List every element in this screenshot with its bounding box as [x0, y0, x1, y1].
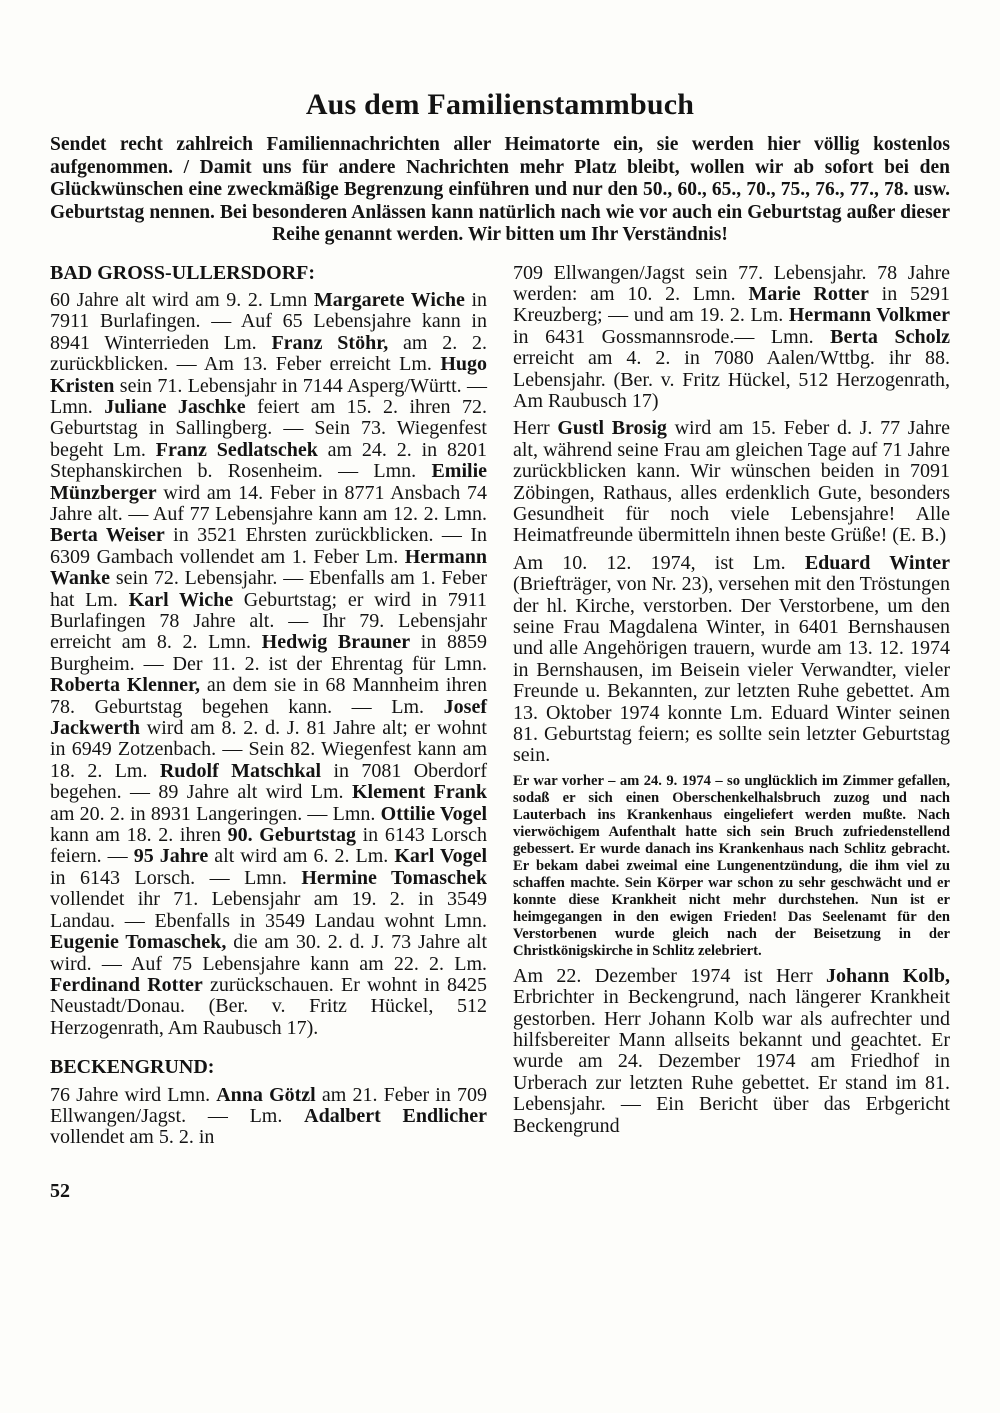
birthday-note-brosig: Herr Gustl Brosig wird am 15. Feber d. J. 77 Jahre alt, während seine Frau am gleichen Tage auf 71 Jahre zurückblicken kann. Wir wünschen beiden in 7091 Zöbingen, Rathaus, alles erdenklich Gute, besonders Gesundheit für noch viele Lebensjahre! Alle Heimatfreunde übermitteln ihnen beste Grüße! (E. B.) [513, 417, 950, 547]
intro-paragraph: Sendet recht zahlreich Familiennachrichten aller Heimatorte ein, sie werden hier völlig kostenlos aufgenommen. / Damit uns für andere Nachrichten mehr Platz bleibt, wollen wir ab sofort bei den Glückwünschen eine zweckmäßige Begrenzung einführen und nur den 50., 60., 65., 70., 75., 76., 77., 78. usw. Geburtstag nennen. Bei besonderen Anlässen kann natürlich nach wie vor auch ein Geburtstag außer dieser Reihe genannt werden. Wir bitten um Ihr Verständnis! [50, 134, 950, 245]
section-heading-beckengrund: BECKENGRUND: [50, 1056, 215, 1079]
section-heading-bad-gross-ullersdorf: BAD GROSS-ULLERSDORF: [50, 261, 316, 284]
two-column-layout [50, 263, 950, 1203]
right-column [513, 263, 950, 1203]
birthday-listing-beckengrund: 76 Jahre wird Lmn. Anna Götzl am 21. Feber in 709 Ellwangen/Jagst. — Lm. Adalbert Endlicher vollendet am 5. 2. in [50, 1083, 488, 1149]
page-title: Aus dem Familienstammbuch [305, 88, 695, 121]
birthday-listing-continued: 709 Ellwangen/Jagst sein 77. Lebensjahr. 78 Jahre werden: am 10. 2. Lmn. Marie Rotter in 5291 Kreuzberg; — und am 19. 2. Lm. Hermann Volkmer in 6431 Gossmannsrode.— Lmn. Berta Scholz erreicht am 4. 2. in 7080 Aalen/Wttbg. ihr 88. Lebensjahr. (Ber. v. Fritz Hückel, 512 Herzogenrath, Am Raubusch 17) [513, 261, 951, 412]
obituary-kolb: Am 22. Dezember 1974 ist Herr Johann Kolb, Erbrichter in Beckengrund, nach längerer Krankheit gestorben. Herr Johann Kolb war als aufrechter und hilfsbereiter Mann allseits bekannt und geachtet. Er wurde am 24. Dezember 1974 am Friedhof in Urberach zur letzten Ruhe gebettet. Er stand im 81. Lebensjahr. — Ein Bericht über das Erbgericht Beckengrund [513, 964, 950, 1137]
obituary-winter: Am 10. 12. 1974, ist Lm. Eduard Winter (Briefträger, von Nr. 23), versehen mit den Tröstungen der hl. Kirche, verstorben. Der Verstorbene, um den seine Frau Magdalena Winter, in 6401 Bernshausen und alle Angehörigen trauern, wurde am 13. 12. 1974 in Bernshausen, im Beisein vieler Verwandter, vieler Freunde u. Bekannten, zur letzten Ruhe gebettet. Am 13. Oktober 1974 konnte Lm. Eduard Winter seinen 81. Geburtstag feiern; es sollte sein letzter Geburtstag sein. [513, 551, 950, 767]
page-number: 52 [50, 1179, 70, 1202]
birthday-listing-bad-gross-ullersdorf: 60 Jahre alt wird am 9. 2. Lmn Margarete Wiche in 7911 Burlafingen. — Auf 65 Lebensjahre kann in 8941 Winterrieden Lm. Franz Stöhr, am 2. 2. zurückblicken. — Am 13. Feber erreicht Lm. Hugo Kristen sein 71. Lebensjahr in 7144 Asperg/Württ. — Lmn. Juliane Jaschke feiert am 15. 2. ihren 72. Geburtstag in Sallingberg. — Sein 73. Wiegenfest begeht Lm. Franz Sedlatschek am 24. 2. in 8201 Stephanskirchen b. Rosenheim. — Lmn. Emilie Münzberger wird am 14. Feber in 8771 Ansbach 74 Jahre alt. — Auf 77 Lebensjahre kann am 12. 2. Lmn. Berta Weiser in 3521 Ehrsten zurückblicken. — In 6309 Gambach vollendet am 1. Feber Lm. Hermann Wanke sein 72. Lebensjahr. — Ebenfalls am 1. Feber hat Lm. Karl Wiche Geburtstag; er wird in 7911 Burlafingen 78 Jahre alt. — Ihr 79. Lebensjahr erreicht am 8. 2. Lmn. Hedwig Brauner in 8859 Burgheim. — Der 11. 2. ist der Ehrentag für Lmn. Roberta Klenner, an dem sie in 68 Mannheim ihren 78. Geburtstag begehen kann. — Lm. Josef Jackwerth wird am 8. 2. d. J. 81 Jahre alt; er wohnt in 6949 Zotzenbach. — Sein 82. Wiegenfest kann am 18. 2. Lm. Rudolf Matschkal in 7081 Oberdorf begehen. — 89 Jahre alt wird Lm. Klement Frank am 20. 2. in 8931 Langeringen. — Lmn. Ottilie Vogel kann am 18. 2. ihren 90. Geburtstag in 6143 Lorsch feiern. — 95 Jahre alt wird am 6. 2. Lm. Karl Vogel in 6143 Lorsch. — Lmn. Hermine Tomaschek vollendet ihr 71. Lebensjahr am 19. 2. in 3549 Landau. — Ebenfalls in 3549 Landau wohnt Lmn. Eugenie Tomaschek, die am 30. 2. d. J. 73 Jahre alt wird. — Auf 75 Lebensjahre kann am 22. 2. Lm. Ferdinand Rotter zurückschauen. Er wohnt in 8425 Neustadt/Donau. (Ber. v. Fritz Hückel, 512 Herzogenrath, Am Raubusch 17). [50, 288, 488, 1039]
obituary-winter-details: Er war vorher – am 24. 9. 1974 – so unglücklich im Zimmer gefallen, sodaß er sich einen Oberschenkelhalsbruch zuzog und nach Lauterbach ins Krankenhaus eingeliefert werden mußte. Nach vierwöchigem Aufenthalt hatte sich sein Bruch zufriedenstellend gebessert. Er wurde danach ins Krankenhaus nach Schlitz gebracht. Er bekam dabei zweimal eine Lungenentzündung, die ihm viel zu schaffen machte. Sein Körper war schon zu sehr geschwächt und er konnte diese Krankheit nicht mehr durchstehen. Nun ist er heimgegangen in den ewigen Frieden! Das Seelenamt für den Verstorbenen wurde gleich nach der Beisetzung in der Christkönigskirche in Schlitz zelebriert. [513, 772, 950, 959]
left-column [50, 263, 487, 1203]
